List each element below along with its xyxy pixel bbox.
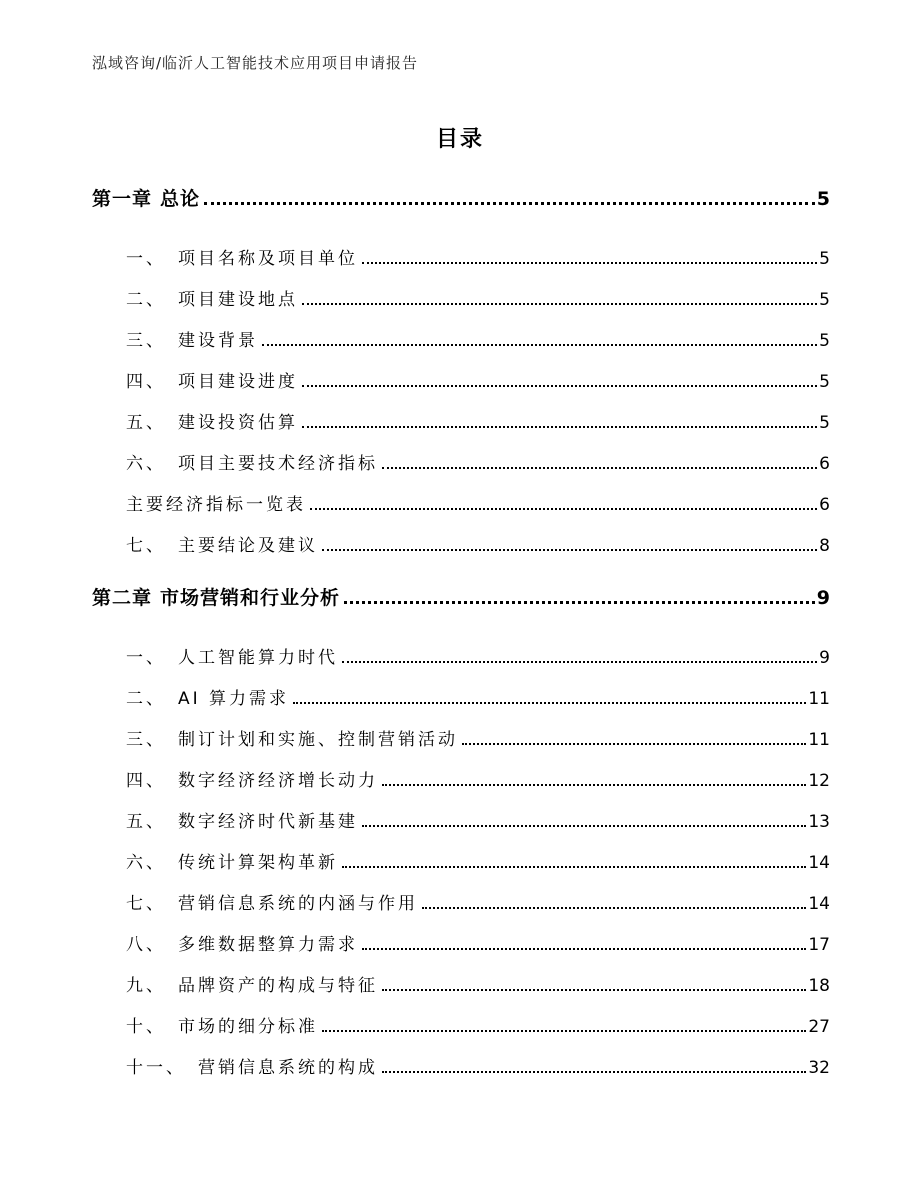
- toc-entry-number: 七、: [126, 536, 166, 556]
- toc-section-entry[interactable]: [126, 725, 830, 750]
- toc-dot-leader: [382, 1071, 806, 1073]
- toc-entry-number: 九、: [126, 976, 166, 996]
- toc-entry-title: 项目建设进度: [178, 372, 298, 392]
- toc-entry-title: 营销信息系统的构成: [198, 1058, 378, 1078]
- toc-section-entry[interactable]: [126, 807, 830, 832]
- toc-entry-title: 多维数据整算力需求: [178, 935, 358, 955]
- toc-entry-title: 项目主要技术经济指标: [178, 454, 378, 474]
- toc-section-entry[interactable]: [126, 643, 830, 668]
- toc-entry-title: 主要结论及建议: [178, 536, 318, 556]
- toc-page-number: 5: [819, 372, 830, 392]
- toc-entry-title: 总论: [160, 188, 201, 210]
- toc-dot-leader: [204, 202, 815, 205]
- toc-entry-number: 十、: [126, 1017, 166, 1037]
- toc-entry-title: 建设投资估算: [178, 413, 298, 433]
- toc-page-number: 5: [819, 413, 830, 433]
- toc-chapter-entry[interactable]: [92, 583, 830, 610]
- toc-entry-number: 二、: [126, 290, 166, 310]
- toc-entry-title: 制订计划和实施、控制营销活动: [178, 730, 458, 750]
- toc-entry-number: 一、: [126, 249, 166, 269]
- toc-entry-number: 五、: [126, 812, 166, 832]
- toc-page-number: 27: [808, 1017, 830, 1037]
- toc-entry-title: 市场营销和行业分析: [160, 587, 341, 609]
- toc-entry-number: 八、: [126, 935, 166, 955]
- toc-entry-title: 营销信息系统的内涵与作用: [178, 894, 418, 914]
- toc-page-number: 8: [819, 536, 830, 556]
- toc-section-entry[interactable]: [126, 408, 830, 433]
- toc-entry-number: 一、: [126, 648, 166, 668]
- toc-chapter-entry[interactable]: [92, 184, 830, 211]
- toc-entry-number: 二、: [126, 689, 166, 709]
- toc-entry-number: 七、: [126, 894, 166, 914]
- toc-page-number: 9: [819, 648, 830, 668]
- toc-entry-title: 数字经济时代新基建: [178, 812, 358, 832]
- toc-page-number: 5: [816, 188, 830, 210]
- page-header: 泓域咨询/临沂人工智能技术应用项目申请报告: [92, 54, 419, 72]
- toc-section-entry[interactable]: [126, 531, 830, 556]
- toc-entry-number: 十一、: [126, 1058, 186, 1078]
- toc-page-number: 6: [819, 454, 830, 474]
- toc-entry-title: 人工智能算力时代: [178, 648, 338, 668]
- toc-page-number: 18: [808, 976, 830, 996]
- toc-entry-number: 三、: [126, 730, 166, 750]
- toc-dot-leader: [382, 784, 806, 786]
- toc-section-entry[interactable]: [126, 326, 830, 351]
- toc-section-entry[interactable]: [126, 285, 830, 310]
- toc-page-number: 14: [808, 853, 830, 873]
- toc-dot-leader: [302, 426, 817, 428]
- toc-section-entry[interactable]: [126, 684, 830, 709]
- toc-dot-leader: [322, 1030, 806, 1032]
- toc-page-number: 9: [816, 587, 830, 609]
- toc-section-entry[interactable]: [126, 889, 830, 914]
- toc-page-number: 6: [819, 495, 830, 515]
- toc-page-number: 12: [808, 771, 830, 791]
- toc-dot-leader: [322, 549, 817, 551]
- toc-entry-number: 六、: [126, 454, 166, 474]
- toc-entry-title: AI 算力需求: [178, 689, 290, 709]
- toc-section-entry[interactable]: [126, 848, 830, 873]
- toc-dot-leader: [362, 948, 806, 950]
- toc-dot-leader: [382, 467, 817, 469]
- toc-section-entry[interactable]: [126, 449, 830, 474]
- toc-page-number: 14: [808, 894, 830, 914]
- toc-entry-number: 六、: [126, 853, 166, 873]
- toc-dot-leader: [302, 385, 817, 387]
- toc-entry-number: 第二章: [92, 587, 153, 609]
- toc-dot-leader: [310, 508, 817, 510]
- toc-section-entry[interactable]: [126, 244, 830, 269]
- toc-dot-leader: [344, 601, 815, 604]
- toc-entry-number: 三、: [126, 331, 166, 351]
- toc-dot-leader: [342, 661, 817, 663]
- toc-section-entry[interactable]: [126, 930, 830, 955]
- toc-page-number: 32: [808, 1058, 830, 1078]
- toc-section-entry[interactable]: [126, 367, 830, 392]
- toc-dot-leader: [262, 344, 817, 346]
- toc-section-entry[interactable]: [126, 1012, 830, 1037]
- toc-entry-title: 项目名称及项目单位: [178, 249, 358, 269]
- toc-section-entry[interactable]: [126, 1053, 830, 1078]
- toc-dot-leader: [293, 702, 806, 704]
- toc-page-number: 17: [808, 935, 830, 955]
- toc-title: 目录: [435, 127, 484, 152]
- toc-page-number: 11: [808, 730, 830, 750]
- toc-entry-number: 五、: [126, 413, 166, 433]
- toc-dot-leader: [302, 303, 817, 305]
- toc-section-entry[interactable]: [126, 971, 830, 996]
- toc-dot-leader: [362, 825, 806, 827]
- toc-dot-leader: [382, 989, 806, 991]
- toc-page-number: 11: [808, 689, 830, 709]
- toc-dot-leader: [462, 743, 806, 745]
- toc-entry-title: 数字经济经济增长动力: [178, 771, 378, 791]
- toc-entry-number: 四、: [126, 771, 166, 791]
- toc-dot-leader: [422, 907, 806, 909]
- toc-entry-title: 建设背景: [178, 331, 258, 351]
- toc-section-entry[interactable]: [126, 490, 830, 515]
- toc-entry-number: 第一章: [92, 188, 153, 210]
- toc-entry-title: 品牌资产的构成与特征: [178, 976, 378, 996]
- toc-page-number: 13: [808, 812, 830, 832]
- toc-dot-leader: [342, 866, 806, 868]
- toc-entry-title: 主要经济指标一览表: [126, 495, 306, 515]
- toc-section-entry[interactable]: [126, 766, 830, 791]
- toc-page-number: 5: [819, 249, 830, 269]
- toc-entry-title: 传统计算架构革新: [178, 853, 338, 873]
- toc-dot-leader: [362, 262, 817, 264]
- toc-page-number: 5: [819, 290, 830, 310]
- toc-entry-number: 四、: [126, 372, 166, 392]
- toc-page-number: 5: [819, 331, 830, 351]
- toc-entry-title: 市场的细分标准: [178, 1017, 318, 1037]
- toc-entry-title: 项目建设地点: [178, 290, 298, 310]
